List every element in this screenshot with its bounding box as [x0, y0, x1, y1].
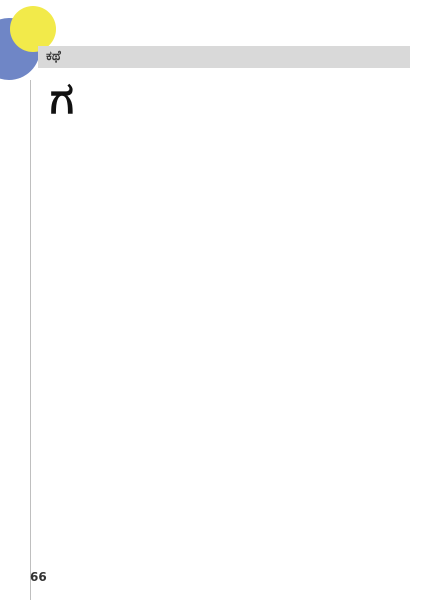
drop-cap: ಗ — [50, 78, 74, 124]
page-number: 66 — [30, 570, 47, 584]
section-label: ಕಥೆ — [46, 49, 61, 64]
article-body — [50, 78, 408, 558]
section-header-bar — [38, 46, 410, 68]
left-margin-rule — [30, 80, 31, 600]
